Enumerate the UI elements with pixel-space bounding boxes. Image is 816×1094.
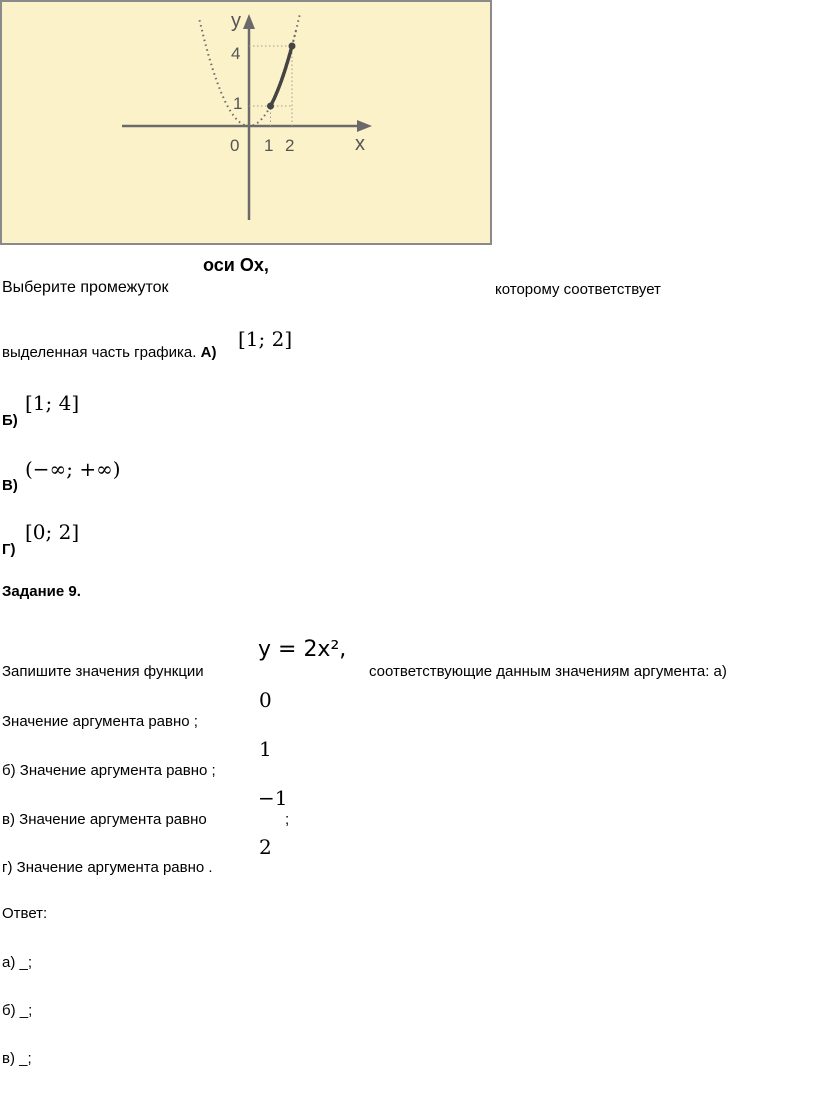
argument-suffix: ; (285, 811, 290, 828)
x-axis-arrow-icon (357, 120, 372, 132)
argument-value: 2 (259, 835, 272, 859)
graph-figure (0, 0, 492, 245)
question-text: которому соответствует (495, 281, 661, 298)
answer-blank: б) _; (2, 1002, 33, 1019)
segment-start-point (267, 103, 274, 110)
option-math: [1; 2] (238, 327, 293, 351)
x-axis-label: x (355, 133, 365, 155)
overlay-text: оси Ох, (203, 255, 269, 275)
option-letter: Г) (2, 541, 16, 558)
task-title: Задание 9. (2, 583, 81, 600)
argument-value: −1 (258, 786, 288, 810)
answer-label: Ответ: (2, 905, 48, 922)
option-letter: Б) (2, 412, 18, 429)
x-tick-label: 1 (264, 136, 274, 155)
parabola-graph (2, 2, 494, 247)
argument-line: Значение аргумента равно ; (2, 713, 198, 730)
y-axis-label: y (231, 10, 241, 32)
question-text: Запишите значения функции (2, 663, 204, 680)
y-axis-arrow-icon (243, 14, 255, 29)
argument-line: г) Значение аргумента равно . (2, 859, 213, 876)
origin-label: 0 (230, 136, 240, 155)
x-tick-label: 2 (285, 136, 295, 155)
function-formula: y = 2x², (258, 637, 347, 662)
option-math: (−∞; +∞) (25, 457, 121, 481)
option-letter: А) (200, 344, 217, 361)
argument-line: б) Значение аргумента равно ; (2, 762, 216, 779)
question-text: соответствующие данным значениям аргумента: а) (369, 663, 727, 680)
option-math: [1; 4] (25, 391, 80, 415)
y-tick-label: 4 (231, 44, 241, 63)
argument-value: 0 (259, 688, 272, 712)
answer-blank: в) _; (2, 1050, 32, 1067)
argument-line: в) Значение аргумента равно (2, 811, 207, 828)
option-math: [0; 2] (25, 520, 80, 544)
option-letter: В) (2, 477, 18, 494)
y-tick-label: 1 (233, 94, 243, 113)
question-text: Выберите промежуток (2, 279, 169, 296)
argument-value: 1 (259, 737, 272, 761)
segment-end-point (289, 43, 296, 50)
highlighted-segment (271, 46, 293, 106)
question-text: выделенная часть графика. А) (2, 344, 217, 361)
answer-blank: а) _; (2, 954, 33, 971)
